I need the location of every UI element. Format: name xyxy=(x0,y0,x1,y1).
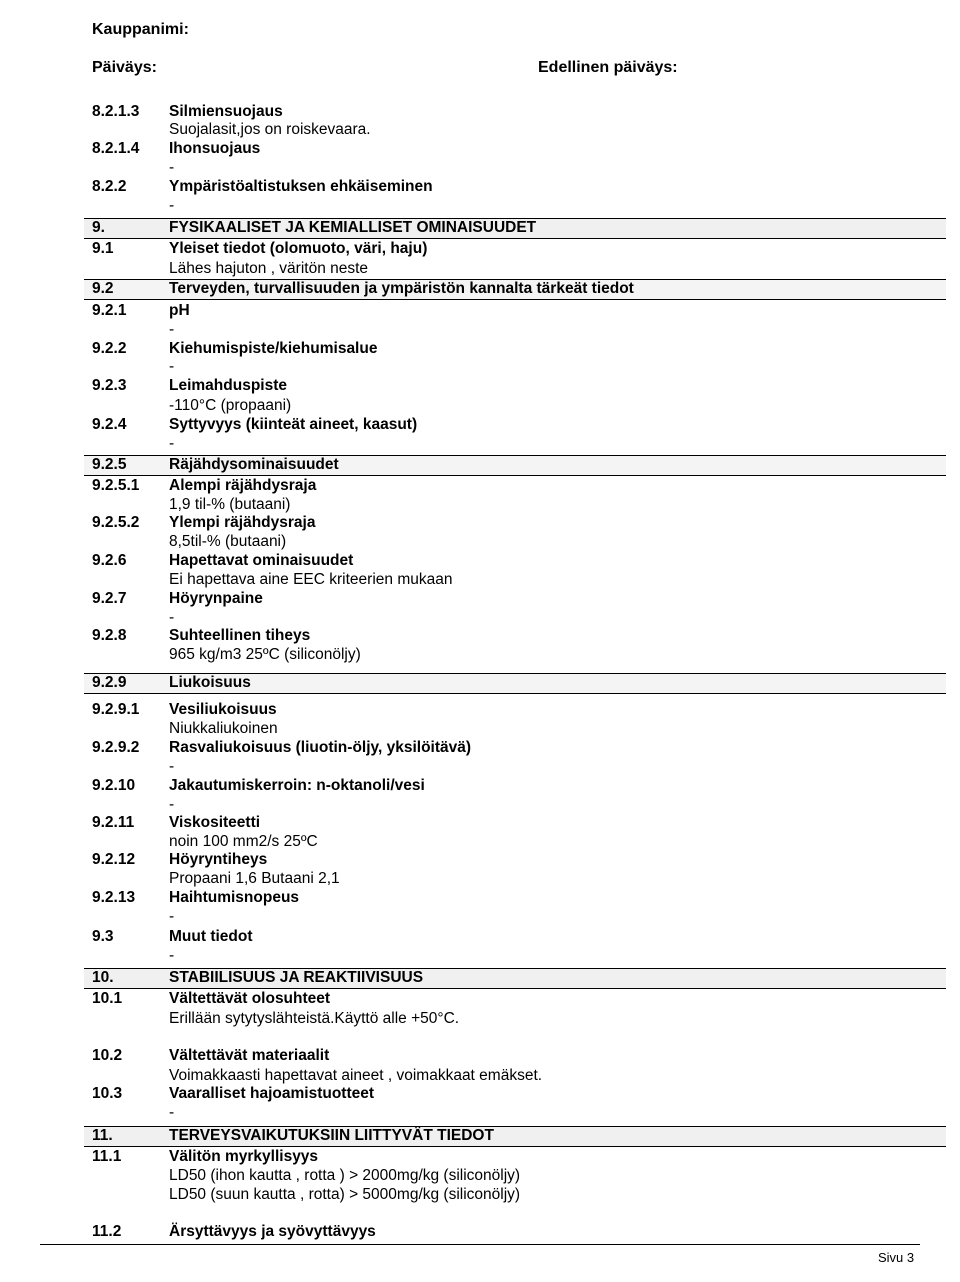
section-value: - xyxy=(169,1104,175,1121)
section-number: 9.2.6 xyxy=(92,552,127,569)
section-value: - xyxy=(169,609,175,626)
section-value: Ei hapettava aine EEC kriteerien mukaan xyxy=(169,571,453,588)
section-value: Niukkaliukoinen xyxy=(169,720,278,737)
section-number: 9.2.7 xyxy=(92,590,127,607)
section-number: 9.2.1 xyxy=(92,302,127,319)
section-number: 9.2.3 xyxy=(92,377,127,394)
section-heading: Rasvaliukoisuus (liuotin-öljy, yksilöitävä) xyxy=(169,739,472,756)
section-heading: Liukoisuus xyxy=(169,674,251,691)
section-value: - xyxy=(169,197,175,214)
section-number: 9. xyxy=(92,219,105,236)
section-value: - xyxy=(169,796,175,813)
section-number: 11.2 xyxy=(92,1223,122,1240)
section-number: 9.2.5.1 xyxy=(92,477,140,494)
section-number: 11.1 xyxy=(92,1148,122,1165)
section-heading: Haihtumisnopeus xyxy=(169,889,300,906)
section-heading: FYSIKAALISET JA KEMIALLISET OMINAISUUDET xyxy=(169,219,537,236)
section-value: Suojalasit,jos on roiskevaara. xyxy=(169,121,371,138)
section-heading: Kiehumispiste/kiehumisalue xyxy=(169,340,378,357)
section-number: 9.2.9.2 xyxy=(92,739,140,756)
section-value: - xyxy=(169,908,175,925)
section-number: 10.1 xyxy=(92,990,123,1007)
section-number: 9.2.4 xyxy=(92,416,127,433)
section-number: 9.2.5 xyxy=(92,456,127,473)
section-number: 9.2 xyxy=(92,280,114,297)
section-number: 11. xyxy=(92,1127,113,1144)
section-value: - xyxy=(169,758,175,775)
section-value: LD50 (ihon kautta , rotta ) > 2000mg/kg (siliconöljy) xyxy=(169,1167,521,1184)
section-number: 8.2.2 xyxy=(92,178,127,195)
section-number: 9.2.8 xyxy=(92,627,127,644)
section-heading: Muut tiedot xyxy=(169,928,253,945)
section-heading: Vältettävät materiaalit xyxy=(169,1047,330,1064)
section-heading: STABIILISUUS JA REAKTIIVISUUS xyxy=(169,969,424,986)
section-heading: Vältettävät olosuhteet xyxy=(169,990,331,1007)
section-heading: Leimahduspiste xyxy=(169,377,287,394)
section-number: 9.2.13 xyxy=(92,889,136,906)
section-heading: Vaaralliset hajoamistuotteet xyxy=(169,1085,375,1102)
section-number: 9.2.10 xyxy=(92,777,136,794)
company-label: Kauppanimi: xyxy=(92,21,189,38)
section-value: LD50 (suun kautta , rotta) > 5000mg/kg (siliconöljy) xyxy=(169,1186,521,1203)
section-number: 9.2.9.1 xyxy=(92,701,140,718)
section-value: 8,5til-% (butaani) xyxy=(169,533,287,550)
section-number: 9.2.11 xyxy=(92,814,135,831)
section-number: 9.3 xyxy=(92,928,114,945)
section-heading: Räjähdysominaisuudet xyxy=(169,456,339,473)
section-heading: Jakautumiskerroin: n-oktanoli/vesi xyxy=(169,777,425,794)
section-value: - xyxy=(169,947,175,964)
section-heading: Höyryntiheys xyxy=(169,851,268,868)
section-heading: Höyrynpaine xyxy=(169,590,263,607)
section-value: Lähes hajuton , väritön neste xyxy=(169,260,369,277)
section-heading: Viskositeetti xyxy=(169,814,261,831)
section-value: - xyxy=(169,159,175,176)
section-number: 10.2 xyxy=(92,1047,123,1064)
section-heading: Silmiensuojaus xyxy=(169,103,283,120)
section-value: noin 100 mm2/s 25ºC xyxy=(169,833,318,850)
section-heading: pH xyxy=(169,302,190,319)
section-number: 10. xyxy=(92,969,114,986)
section-number: 8.2.1.4 xyxy=(92,140,140,157)
section-heading: Syttyvyys (kiinteät aineet, kaasut) xyxy=(169,416,418,433)
section-heading: TERVEYSVAIKUTUKSIIN LIITTYVÄT TIEDOT xyxy=(169,1127,494,1144)
section-value: 1,9 til-% (butaani) xyxy=(169,496,291,513)
section-heading: Yleiset tiedot (olomuoto, väri, haju) xyxy=(169,240,428,257)
section-heading: Ympäristöaltistuksen ehkäiseminen xyxy=(169,178,433,195)
footer-divider xyxy=(40,1244,920,1245)
section-value: 965 kg/m3 25ºC (siliconöljy) xyxy=(169,646,361,663)
section-value: - xyxy=(169,321,175,338)
section-number: 9.1 xyxy=(92,240,114,257)
section-heading: Terveyden, turvallisuuden ja ympäristön kannalta tärkeät tiedot xyxy=(169,280,634,297)
date-label: Päiväys: xyxy=(92,59,157,76)
section-heading: Ihonsuojaus xyxy=(169,140,261,157)
section-value: - xyxy=(169,358,175,375)
section-heading: Ylempi räjähdysraja xyxy=(169,514,316,531)
section-value: Erillään sytytyslähteistä.Käyttö alle +50°C. xyxy=(169,1010,460,1027)
section-value: -110°C (propaani) xyxy=(169,397,292,414)
section-number: 9.2.9 xyxy=(92,674,127,691)
section-value: - xyxy=(169,435,175,452)
section-heading: Vesiliukoisuus xyxy=(169,701,277,718)
section-number: 9.2.5.2 xyxy=(92,514,140,531)
section-value: Voimakkaasti hapettavat aineet , voimakkaat emäkset. xyxy=(169,1067,543,1084)
section-number: 9.2.2 xyxy=(92,340,127,357)
page-number: Sivu 3 xyxy=(878,1250,915,1265)
section-heading: Välitön myrkyllisyys xyxy=(169,1148,319,1165)
section-heading: Ärsyttävyys ja syövyttävyys xyxy=(169,1223,376,1240)
section-number: 8.2.1.3 xyxy=(92,103,140,120)
prev-date-label: Edellinen päiväys: xyxy=(538,59,678,76)
section-number: 9.2.12 xyxy=(92,851,136,868)
section-heading: Suhteellinen tiheys xyxy=(169,627,311,644)
section-heading: Alempi räjähdysraja xyxy=(169,477,317,494)
section-number: 10.3 xyxy=(92,1085,123,1102)
section-heading: Hapettavat ominaisuudet xyxy=(169,552,354,569)
section-value: Propaani 1,6 Butaani 2,1 xyxy=(169,870,340,887)
